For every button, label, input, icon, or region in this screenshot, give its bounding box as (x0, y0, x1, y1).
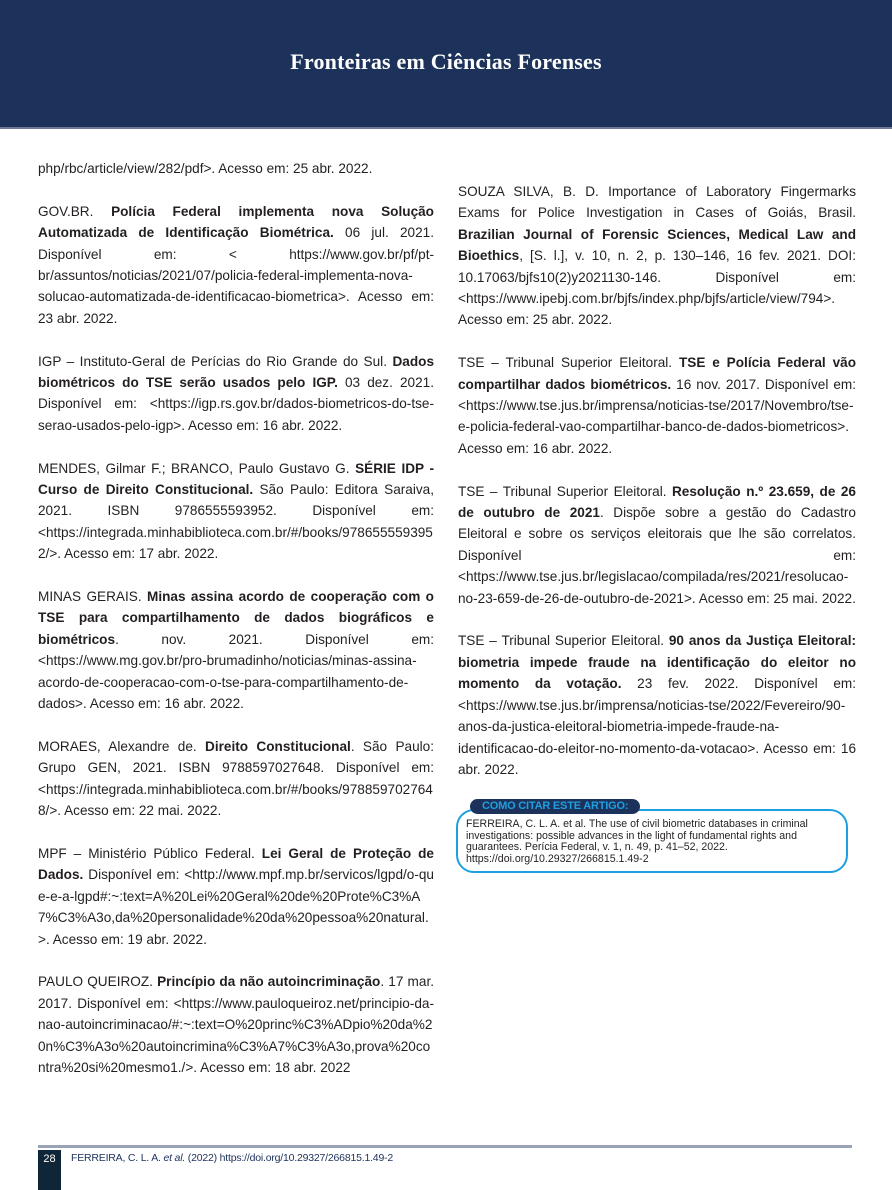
journal-title: Fronteiras em Ciências Forenses (290, 49, 602, 74)
reference-author: TSE – Tribunal Superior Eleitoral. (458, 483, 672, 499)
reference-item (38, 458, 434, 565)
reference-item (38, 971, 434, 1078)
reference-title: 90 anos da Justiça Eleitoral: biometria impede fraude na identificação do eleitor no momento da votação. (458, 633, 856, 692)
footer-doi[interactable]: (2022) https://doi.org/10.29327/266815.1.49-2 (187, 1152, 394, 1164)
reference-title: Polícia Federal implementa nova Solução Automatizada de Identificação Biométrica. (38, 203, 434, 241)
reference-item (38, 158, 434, 179)
reference-details: 23 fev. 2022. Disponível em: <https://www.tse.jus.br/imprensa/noticias-tse/2022/Fevereiro/90-anos-da-justica-eleitoral-biometria-impede-fraude-na-identificacao-do-eleitor-no-momento-da-votacao>. Acesso em: 16 abr. 2022. (458, 676, 856, 777)
references-right-column (458, 181, 856, 802)
reference-details: , [S. l.], v. 10, n. 2, p. 130–146, 16 fev. 2021. DOI: 10.17063/bjfs10(2)y2021130-146. Disponível em: <https://www.ipebj.com.br/bjfs/index.php/bjfs/article/view/794>. Acesso em: 25 abr. 2022. (458, 248, 856, 328)
reference-item (458, 481, 856, 609)
reference-title: SÉRIE IDP - Curso de Direito Constitucional. (38, 460, 434, 498)
reference-details: 06 jul. 2021. Disponível em: < https://www.gov.br/pf/pt-br/assuntos/noticias/2021/07/policia-federal-implementa-nova-solucao-automatizada-de-identificacao-biometrica>. Acesso em: 23 abr. 2022. (38, 225, 434, 326)
reference-title: Brazilian Journal of Forensic Sciences, Medical Law and Bioethics (458, 226, 856, 264)
reference-author: MPF – Ministério Público Federal. (38, 845, 262, 861)
page-number: 28 (38, 1150, 61, 1190)
reference-author: IGP – Instituto-Geral de Perícias do Rio Grande do Sul. (38, 353, 393, 369)
reference-author: TSE – Tribunal Superior Eleitoral. (458, 355, 679, 371)
reference-title: Minas assina acordo de cooperação com o TSE para compartilhamento de dados biográficos e biométricos (38, 589, 434, 647)
footer-authors: FERREIRA, C. L. A. (71, 1152, 161, 1164)
footer-divider (38, 1145, 852, 1148)
references-left-column (38, 158, 434, 1100)
reference-details: . São Paulo: Grupo GEN, 2021. ISBN 9788597027648. Disponível em: <https://integrada.minhabiblioteca.com.br/#/books/9788597027648/>. Acesso em: 22 mai. 2022. (38, 738, 434, 819)
reference-title: Direito Constitucional (205, 738, 351, 754)
reference-details: . Dispõe sobre a gestão do Cadastro Eleitoral e sobre os serviços eleitorais que lhe são correlatos. Disponível em: <https://www.tse.jus.br/legislacao/compilada/res/2021/resolucao-no-23-659-de-26-de-outubro-de-2021>. Acesso em: 25 mai. 2022. (458, 505, 856, 606)
reference-details: . nov. 2021. Disponível em: <https://www.mg.gov.br/pro-brumadinho/noticias/minas-assina-acordo-de-cooperacao-com-o-tse-para-compartilhamento-de-dados>. Acesso em: 16 abr. 2022. (38, 631, 434, 712)
journal-header (0, 0, 892, 129)
footer-et-al: et al. (163, 1152, 186, 1164)
reference-author: MENDES, Gilmar F.; BRANCO, Paulo Gustavo G. (38, 460, 356, 476)
reference-details: 03 dez. 2021. Disponível em: <https://igp.rs.gov.br/dados-biometricos-do-tse-serao-usados-pelo-igp>. Acesso em: 16 abr. 2022. (38, 375, 434, 433)
reference-details: . 17 mar. 2017. Disponível em: <https://www.pauloqueiroz.net/principio-da-nao-autoincriminacao/#:~:text=O%20princ%C3%ADpio%20da%20n%C3%A3o%20autoincrimina%C3%A7%C3%A3o,prova%20contra%20si%20mesmo1./>. Acesso em: 18 abr. 2022 (38, 974, 434, 1075)
reference-title: Dados biométricos do TSE serão usados pelo IGP. (38, 353, 434, 391)
how-to-cite-box (456, 796, 848, 873)
reference-item (38, 201, 434, 329)
reference-author: TSE – Tribunal Superior Eleitoral. (458, 633, 669, 649)
how-to-cite-text: FERREIRA, C. L. A. et al. The use of civil biometric databases in criminal investigations: possible advances in the light of fundamental rights and guarantees. Perícia Federal, v. 1, n. 49, p. 41–52, 2022. https://doi.org/10.29327/266815.1.49-2 (456, 809, 848, 873)
reference-author: MORAES, Alexandre de. (38, 738, 206, 754)
reference-title: Resolução n.º 23.659, de 26 de outubro de 2021 (458, 483, 856, 521)
reference-item (38, 351, 434, 437)
reference-text: php/rbc/article/view/282/pdf>. Acesso em: 25 abr. 2022. (38, 161, 373, 176)
reference-item (38, 736, 434, 822)
reference-item (458, 352, 856, 459)
reference-item (458, 181, 856, 331)
reference-item (38, 586, 434, 714)
reference-author: PAULO QUEIROZ. (38, 974, 158, 990)
reference-title: Lei Geral de Proteção de Dados. (38, 845, 434, 883)
reference-details: São Paulo: Editora Saraiva, 2021. ISBN 9786555593952. Disponível em: <https://integrada.minhabiblioteca.com.br/#/books/9786555593952/>. Acesso em: 17 abr. 2022. (38, 482, 434, 562)
reference-author: SOUZA SILVA, B. D. Importance of Laboratory Fingermarks Exams for Police Investigation in Cases of Goiás, Brasil. (458, 184, 856, 221)
reference-author: MINAS GERAIS. (38, 589, 147, 605)
reference-title: Princípio da não autoincriminação (157, 974, 381, 990)
running-footer (71, 1152, 393, 1164)
how-to-cite-label: COMO CITAR ESTE ARTIGO: (470, 799, 640, 814)
reference-title: TSE e Polícia Federal vão compartilhar dados biométricos. (458, 355, 856, 392)
reference-item (458, 630, 856, 780)
reference-item (38, 843, 434, 950)
reference-details: Disponível em: <http://www.mpf.mp.br/servicos/lgpd/o-que-e-a-lgpd#:~:text=A%20Lei%20Geral%20de%20Prote%C3%A7%C3%A3o,da%20personalidade%20da%20pessoa%20natural.>. Acesso em: 19 abr. 2022. (38, 867, 434, 947)
reference-details: 16 nov. 2017. Disponível em: <https://www.tse.jus.br/imprensa/noticias-tse/2017/Novembro/tse-e-policia-federal-vao-compartilhar-banco-de-dados-biometricos>. Acesso em: 16 abr. 2022. (458, 376, 856, 456)
reference-author: GOV.BR. (38, 203, 112, 219)
